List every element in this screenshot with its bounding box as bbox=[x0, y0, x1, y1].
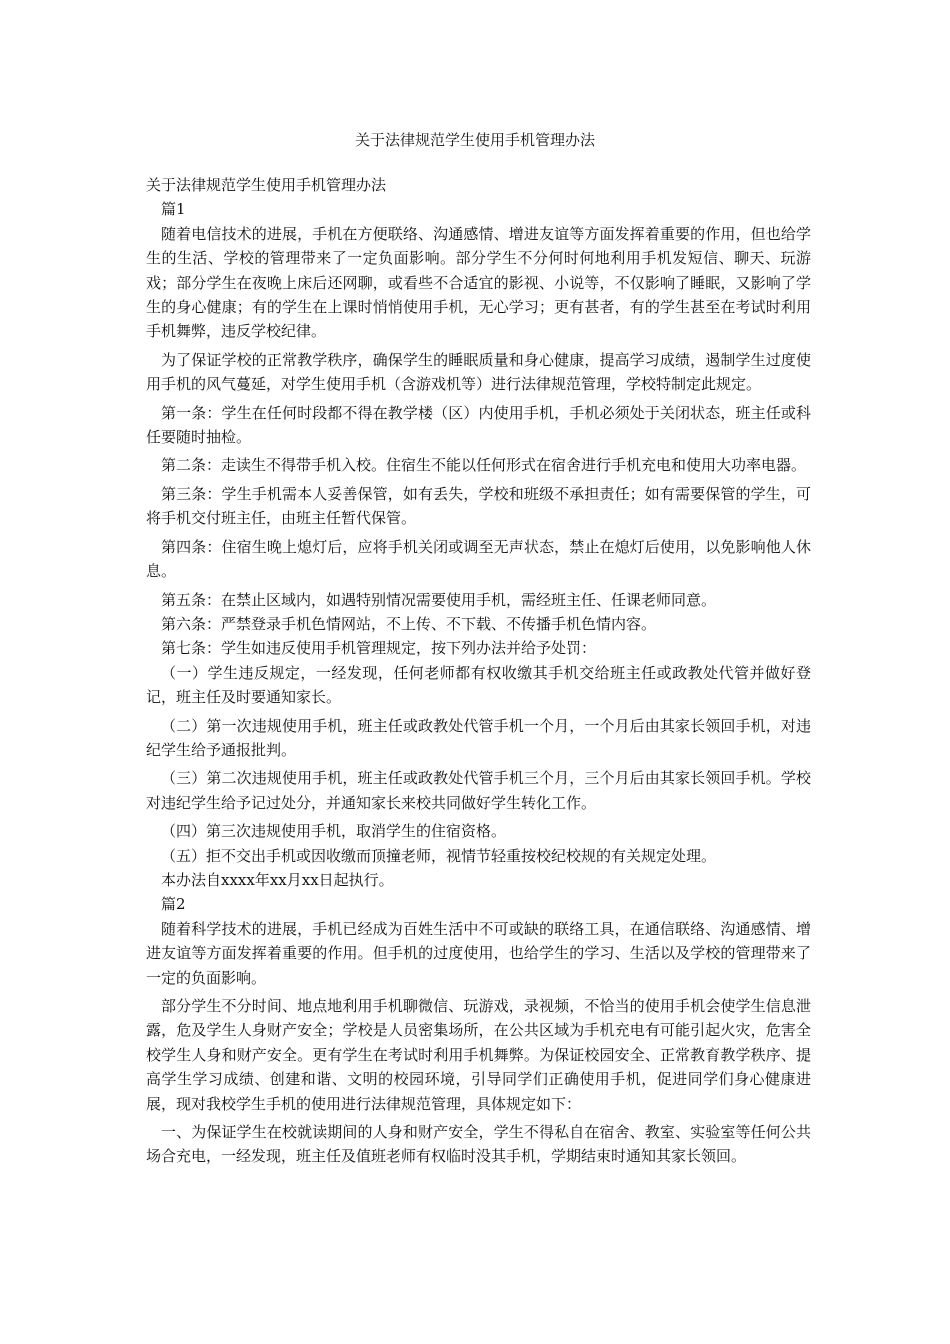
article-clause: 第二条：走读生不得带手机入校。住宿生不能以任何形式在宿舍进行手机充电和使用大功率电器。 bbox=[161, 456, 807, 475]
paragraph: 为了保证学校的正常教学秩序，确保学生的睡眠质量和身心健康，提高学习成绩，遏制学生过度使用手机的风气蔓延，对学生使用手机（含游戏机等）进行法律规范管理，学校特制定此规定。 bbox=[146, 350, 811, 394]
penalty-item: （五）拒不交出手机或因收缴而顶撞老师，视情节轻重按校纪校规的有关规定处理。 bbox=[161, 846, 717, 865]
article-clause: 第一条：学生在任何时段都不得在教学楼（区）内使用手机，手机必须处于关闭状态，班主任或科任要随时抽检。 bbox=[146, 403, 811, 447]
section-heading: 篇1 bbox=[161, 200, 186, 219]
paragraph: 部分学生不分时间、地点地利用手机聊微信、玩游戏，录视频，不恰当的使用手机会使学生信息泄露，危及学生人身财产安全；学校是人员密集场所，在公共区域为手机充电有可能引起火灾，危害全校学生人身和财产安全。更有学生在考试时利用手机舞弊。为保证校园安全、正常教育教学秩序、提高学生学习成绩、创建和谐、文明的校园环境，引导同学们正确使用手机，促进同学们身心健康进展，现对我校学生手机的使用进行法律规范管理，具体规定如下： bbox=[146, 997, 811, 1113]
section-heading: 篇2 bbox=[161, 895, 186, 914]
penalty-item: （四）第三次违规使用手机，取消学生的住宿资格。 bbox=[161, 822, 507, 841]
article-clause: 第六条：严禁登录手机色情网站，不上传、不下载、不传播手机色情内容。 bbox=[161, 614, 657, 633]
document-subtitle: 关于法律规范学生使用手机管理办法 bbox=[146, 176, 387, 194]
paragraph: 随着电信技术的进展，手机在方便联络、沟通感情、增进友谊等方面发挥着重要的作用，但也给学生的生活、学校的管理带来了一定负面影响。部分学生不分何时何地利用手机发短信、聊天、玩游戏；部分学生在夜晚上床后还网聊，或看些不合适宜的影视、小说等，不仅影响了睡眠，又影响了学生的身心健康；有的学生在上课时悄悄使用手机，无心学习；更有甚者，有的学生甚至在考试时利用手机舞弊，违反学校纪律。 bbox=[146, 224, 811, 341]
paragraph: 随着科学技术的进展，手机已经成为百姓生活中不可或缺的联络工具，在通信联络、沟通感情、增进友谊等方面发挥着重要的作用。但手机的过度使用，也给学生的学习、生活以及学校的管理带来了一定的负面影响。 bbox=[146, 919, 811, 987]
document-title: 关于法律规范学生使用手机管理办法 bbox=[354, 131, 595, 149]
penalty-item: （一）学生违反规定，一经发现，任何老师都有权收缴其手机交给班主任或政教处代管并做好登记，班主任及时要通知家长。 bbox=[146, 663, 811, 707]
penalty-item: （三）第二次违规使用手机，班主任或政教处代管手机三个月，三个月后由其家长领回手机。学校对违纪学生给予记过处分，并通知家长来校共同做好学生转化工作。 bbox=[146, 769, 811, 812]
regulation-item: 一、为保证学生在校就读期间的人身和财产安全，学生不得私自在宿舍、教室、实验室等任何公共场合充电，一经发现，班主任及值班老师有权临时没其手机，学期结束时通知其家长领回。 bbox=[146, 1123, 811, 1166]
article-clause: 第七条：学生如违反使用手机管理规定，按下列办法并给予处罚： bbox=[161, 639, 597, 658]
article-clause: 第五条：在禁止区域内，如遇特别情况需要使用手机，需经班主任、任课老师同意。 bbox=[161, 590, 717, 609]
article-clause: 第四条：住宿生晚上熄灯后，应将手机关闭或调至无声状态，禁止在熄灯后使用，以免影响他人休息。 bbox=[146, 537, 811, 581]
document-body bbox=[146, 173, 811, 1169]
effective-date: 本办法自xxxx年xx月xx日起执行。 bbox=[161, 870, 394, 889]
penalty-item: （二）第一次违规使用手机，班主任或政教处代管手机一个月，一个月后由其家长领回手机，对违纪学生给予通报批判。 bbox=[146, 716, 811, 759]
article-clause: 第三条：学生手机需本人妥善保管，如有丢失，学校和班级不承担责任；如有需要保管的学生，可将手机交付班主任，由班主任暂代保管。 bbox=[146, 484, 811, 528]
